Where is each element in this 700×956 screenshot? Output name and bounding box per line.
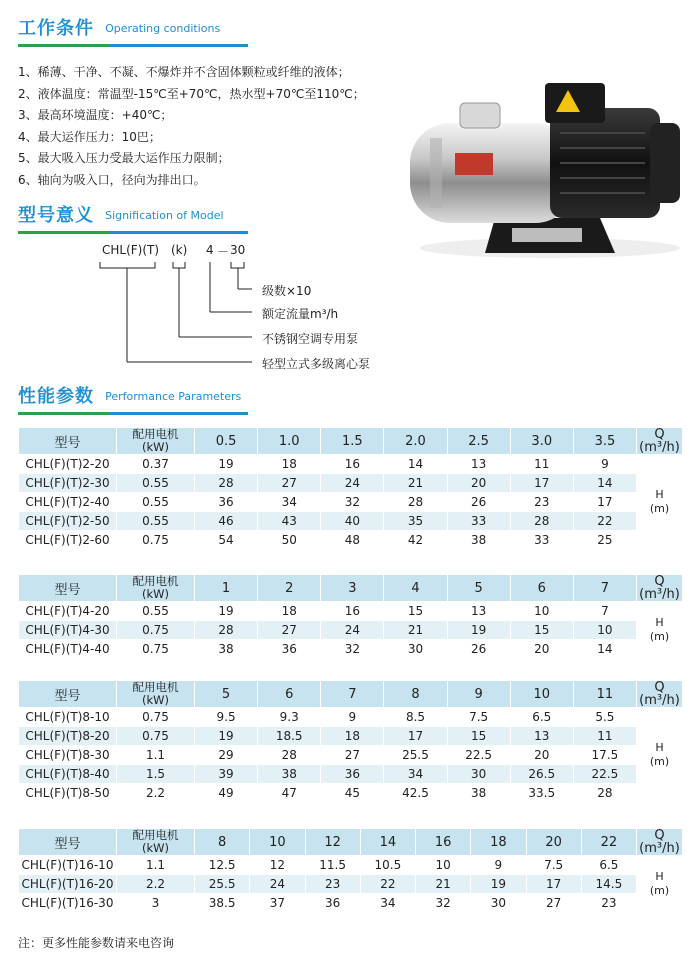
cell-kw: 0.55 [117,493,195,512]
performance-table [18,574,683,659]
header-motor [117,829,195,856]
h-symbol: H [655,741,664,754]
cell-head: 36 [305,894,360,913]
cell-head: 23 [510,493,573,512]
cell-head: 26.5 [510,765,573,784]
cell-head: 42 [384,531,447,550]
cell-head: 9.3 [258,708,321,727]
cell-model: CHL(F)(T)16-10 [19,856,117,875]
header-q [636,428,682,455]
cell-head: 36 [195,493,258,512]
cell-head: 10 [573,621,636,640]
header-flow: 11 [573,681,636,708]
h-unit-cell [636,708,682,803]
header-flow: 18 [471,829,526,856]
model-code-material: (k) [171,243,188,257]
cell-head: 34 [360,894,415,913]
cell-head: 16 [321,602,384,621]
cell-head: 33.5 [510,784,573,803]
table-row [19,474,683,493]
cell-head: 34 [384,765,447,784]
model-code-dash: － [217,245,230,259]
cell-head: 19 [195,727,258,746]
header-motor-unit: (kW) [141,587,169,601]
cell-head: 24 [321,621,384,640]
performance-table [18,680,683,803]
cell-head: 50 [258,531,321,550]
header-q-symbol: Q [654,680,665,695]
cell-head: 33 [447,512,510,531]
header-flow: 20 [526,829,581,856]
cell-head: 18 [321,727,384,746]
cell-kw: 0.75 [117,727,195,746]
table-row [19,512,683,531]
cell-model: CHL(F)(T)2-30 [19,474,117,493]
cell-model: CHL(F)(T)16-20 [19,875,117,894]
cell-head: 27 [321,746,384,765]
cell-model: CHL(F)(T)4-20 [19,602,117,621]
h-symbol: H [655,616,664,629]
cell-model: CHL(F)(T)8-30 [19,746,117,765]
header-motor-line: 配用电机 [132,574,179,588]
table-row [19,621,683,640]
header-model: 型号 [19,681,117,708]
cell-head: 25.5 [384,746,447,765]
cell-head: 38 [258,765,321,784]
cell-head: 6.5 [581,856,636,875]
cell-head: 26 [447,493,510,512]
cell-head: 19 [471,875,526,894]
model-code-flow: 4 [206,243,214,257]
legend-stages: 级数×10 [262,284,312,298]
header-q [636,575,682,602]
cell-head: 18 [258,602,321,621]
condition-item: 2、液体温度：常温型-15℃至+70℃，热水型+70℃至110℃； [18,86,365,101]
performance-table [18,427,683,550]
cell-model: CHL(F)(T)4-30 [19,621,117,640]
cell-model: CHL(F)(T)8-40 [19,765,117,784]
cell-model: CHL(F)(T)4-40 [19,640,117,659]
cell-head: 30 [447,765,510,784]
header-flow: 22 [581,829,636,856]
header-motor-line: 配用电机 [132,680,179,694]
cell-head: 27 [258,474,321,493]
header-flow: 5 [195,681,258,708]
cell-kw: 0.75 [117,621,195,640]
cell-head: 15 [447,727,510,746]
cell-head: 36 [258,640,321,659]
cell-head: 14 [384,455,447,474]
cell-head: 6.5 [510,708,573,727]
condition-item: 6、轴向为吸入口，径向为排出口。 [18,172,206,187]
cell-kw: 1.5 [117,765,195,784]
header-flow: 7 [321,681,384,708]
cell-head: 9.5 [195,708,258,727]
cell-head: 28 [195,474,258,493]
header-motor-unit: (kW) [141,440,169,454]
cell-head: 45 [321,784,384,803]
header-flow: 1.0 [258,428,321,455]
cell-head: 13 [447,602,510,621]
header-flow: 10 [510,681,573,708]
condition-item: 4、最大运作压力：10巴； [18,129,161,144]
header-flow: 6 [258,681,321,708]
table-row [19,455,683,474]
cell-head: 46 [195,512,258,531]
section-title-zh: 性能参数 [18,386,94,407]
header-model: 型号 [19,575,117,602]
h-symbol: H [655,488,664,501]
table-row [19,856,683,875]
cell-head: 17.5 [573,746,636,765]
cell-head: 15 [510,621,573,640]
header-flow: 9 [447,681,510,708]
h-unit: (m) [649,502,670,515]
cell-head: 10.5 [360,856,415,875]
cell-head: 20 [447,474,510,493]
cell-head: 9 [471,856,526,875]
cell-head: 7.5 [526,856,581,875]
cell-kw: 1.1 [117,856,195,875]
cell-head: 22.5 [573,765,636,784]
cell-head: 17 [573,493,636,512]
cell-head: 12 [250,856,305,875]
cell-head: 18.5 [258,727,321,746]
cell-kw: 0.55 [117,474,195,493]
header-flow: 6 [510,575,573,602]
cell-head: 17 [510,474,573,493]
table-row [19,708,683,727]
cell-head: 22 [573,512,636,531]
cell-head: 13 [510,727,573,746]
table-row [19,894,683,913]
cell-head: 14.5 [581,875,636,894]
cell-head: 21 [416,875,471,894]
condition-item: 1、稀薄、干净、不凝、不爆炸并不含固体颗粒或纤维的液体； [18,65,350,79]
cell-model: CHL(F)(T)8-10 [19,708,117,727]
section-title-zh: 工作条件 [18,18,94,39]
header-flow: 4 [384,575,447,602]
cell-head: 11 [573,727,636,746]
header-q [636,681,682,708]
cell-head: 14 [573,474,636,493]
cell-head: 20 [510,746,573,765]
header-flow: 2.0 [384,428,447,455]
cell-model: CHL(F)(T)2-50 [19,512,117,531]
cell-model: CHL(F)(T)2-20 [19,455,117,474]
h-symbol: H [655,870,664,883]
cell-head: 11.5 [305,856,360,875]
section-title-en: Signification of Model [105,209,224,222]
header-motor-unit: (kW) [141,841,169,855]
cell-head: 38 [447,784,510,803]
table-row [19,531,683,550]
cell-head: 19 [195,602,258,621]
cell-head: 47 [258,784,321,803]
header-flow: 2 [258,575,321,602]
header-flow: 8 [195,829,250,856]
h-unit-cell [637,856,683,913]
cell-head: 54 [195,531,258,550]
cell-head: 42.5 [384,784,447,803]
cell-kw: 0.55 [117,602,195,621]
cell-kw: 2.2 [117,875,195,894]
cell-model: CHL(F)(T)2-60 [19,531,117,550]
cell-head: 22 [360,875,415,894]
table-row [19,746,683,765]
header-model: 型号 [19,829,117,856]
table-row [19,640,683,659]
cell-head: 23 [305,875,360,894]
cell-head: 19 [447,621,510,640]
h-unit-cell [636,602,682,659]
header-flow: 12 [305,829,360,856]
cell-head: 28 [573,784,636,803]
cell-head: 21 [384,474,447,493]
header-flow: 1.5 [321,428,384,455]
cell-head: 48 [321,531,384,550]
cell-head: 30 [384,640,447,659]
h-unit: (m) [649,884,670,897]
condition-item: 5、最大吸入压力受最大运作压力限制； [18,151,230,165]
table-row [19,784,683,803]
cell-head: 40 [321,512,384,531]
table-row [19,727,683,746]
cell-head: 9 [321,708,384,727]
cell-head: 32 [321,493,384,512]
header-q-symbol: Q [654,427,665,442]
cell-head: 43 [258,512,321,531]
cell-head: 24 [250,875,305,894]
cell-head: 32 [416,894,471,913]
cell-head: 29 [195,746,258,765]
cell-head: 24 [321,474,384,493]
cell-model: CHL(F)(T)8-50 [19,784,117,803]
cell-head: 27 [258,621,321,640]
cell-head: 12.5 [195,856,250,875]
table-row [19,875,683,894]
cell-head: 28 [258,746,321,765]
cell-head: 49 [195,784,258,803]
header-motor [117,428,195,455]
section-title-en: Performance Parameters [105,390,242,403]
cell-head: 23 [581,894,636,913]
cell-head: 9 [573,455,636,474]
model-code-series: CHL(F)(T) [102,243,160,257]
section-title-en: Operating conditions [105,22,221,35]
table-row [19,765,683,784]
section-underline [18,412,248,415]
cell-head: 7 [573,602,636,621]
cell-head: 38 [195,640,258,659]
header-flow: 3.5 [573,428,636,455]
header-flow: 3 [321,575,384,602]
cell-head: 27 [526,894,581,913]
cell-head: 25.5 [195,875,250,894]
cell-head: 11 [510,455,573,474]
cell-head: 22.5 [447,746,510,765]
cell-head: 32 [321,640,384,659]
cell-head: 38.5 [195,894,250,913]
header-flow: 2.5 [447,428,510,455]
cell-head: 7.5 [447,708,510,727]
header-flow: 5 [447,575,510,602]
cell-head: 28 [195,621,258,640]
header-q-unit: (m³/h) [639,693,680,708]
cell-head: 28 [384,493,447,512]
cell-head: 26 [447,640,510,659]
cell-model: CHL(F)(T)16-30 [19,894,117,913]
cell-head: 36 [321,765,384,784]
cell-kw: 3 [117,894,195,913]
cell-head: 13 [447,455,510,474]
cell-head: 28 [510,512,573,531]
model-code-brackets [0,0,700,380]
header-flow: 3.0 [510,428,573,455]
header-q-unit: (m³/h) [639,587,680,602]
header-q-unit: (m³/h) [639,440,680,455]
cell-head: 25 [573,531,636,550]
legend-pump-type: 轻型立式多级离心泵 [262,357,371,371]
cell-head: 33 [510,531,573,550]
header-motor-line: 配用电机 [132,427,179,441]
section-title-zh: 型号意义 [18,205,94,226]
header-flow: 7 [573,575,636,602]
header-q-symbol: Q [654,828,665,843]
cell-head: 38 [447,531,510,550]
cell-head: 17 [526,875,581,894]
cell-head: 37 [250,894,305,913]
header-flow: 8 [384,681,447,708]
cell-head: 20 [510,640,573,659]
footnote: 注：更多性能参数请来电咨询 [18,936,175,950]
legend-stainless: 不锈钢空调专用泵 [262,332,359,346]
performance-header [18,382,248,408]
header-motor [117,575,195,602]
cell-model: CHL(F)(T)8-20 [19,727,117,746]
table-row [19,493,683,512]
cell-head: 39 [195,765,258,784]
table-row [19,602,683,621]
condition-item: 3、最高环境温度：+40℃； [18,108,173,122]
cell-model: CHL(F)(T)2-40 [19,493,117,512]
header-flow: 10 [250,829,305,856]
cell-head: 15 [384,602,447,621]
cell-head: 21 [384,621,447,640]
cell-kw: 0.75 [117,640,195,659]
cell-head: 8.5 [384,708,447,727]
cell-kw: 1.1 [117,746,195,765]
cell-head: 34 [258,493,321,512]
header-motor-unit: (kW) [141,693,169,707]
cell-head: 30 [471,894,526,913]
header-q [637,829,683,856]
header-flow: 16 [416,829,471,856]
legend-flow: 额定流量m³/h [262,307,339,321]
header-flow: 1 [195,575,258,602]
header-q-symbol: Q [654,574,665,589]
cell-head: 18 [258,455,321,474]
header-flow: 14 [360,829,415,856]
h-unit: (m) [649,630,670,643]
cell-kw: 0.75 [117,531,195,550]
cell-head: 19 [195,455,258,474]
cell-head: 5.5 [573,708,636,727]
model-code-stages: 30 [230,243,246,257]
cell-head: 10 [510,602,573,621]
cell-head: 35 [384,512,447,531]
header-model: 型号 [19,428,117,455]
header-motor [117,681,195,708]
cell-kw: 0.37 [117,455,195,474]
cell-head: 16 [321,455,384,474]
header-q-unit: (m³/h) [639,841,680,856]
cell-kw: 0.75 [117,708,195,727]
cell-head: 10 [416,856,471,875]
cell-kw: 2.2 [117,784,195,803]
h-unit-cell [636,455,682,550]
header-motor-line: 配用电机 [132,828,179,842]
header-flow: 0.5 [195,428,258,455]
cell-kw: 0.55 [117,512,195,531]
h-unit: (m) [649,755,670,768]
cell-head: 17 [384,727,447,746]
performance-table [18,828,683,913]
cell-head: 14 [573,640,636,659]
